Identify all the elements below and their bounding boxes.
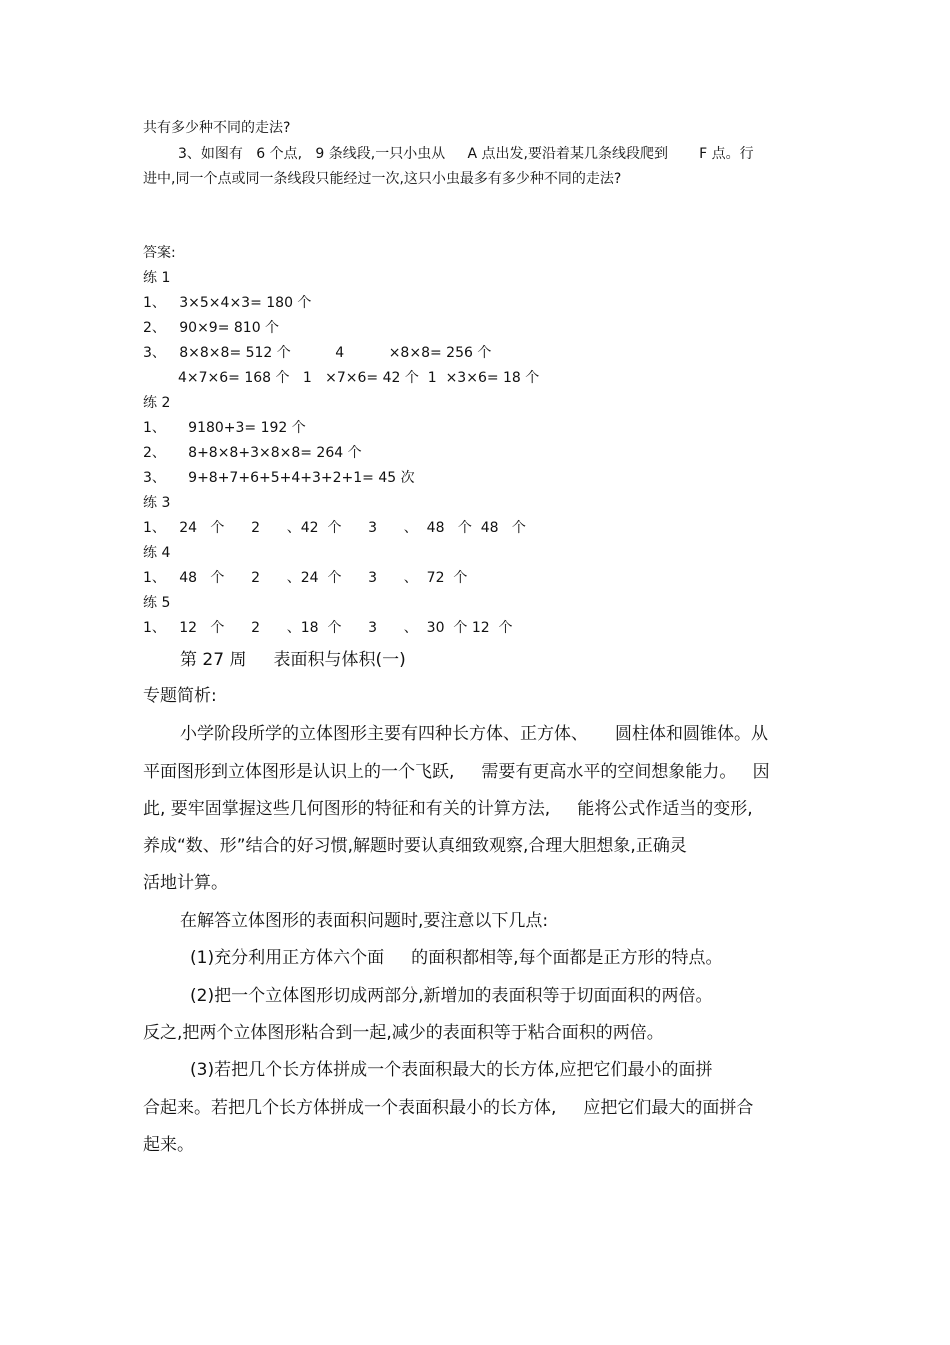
paragraph-line: 养成“数、形”结合的好习惯,解题时要认真细致观察,合理大胆想象,正确灵: [143, 836, 687, 856]
answer-line: 3、 8×8×8= 512 个 4 ×8×8= 256 个: [143, 345, 492, 361]
answer-line: 2、 8+8×8+3×8×8= 264 个: [143, 445, 362, 461]
section-label: 练 3: [143, 495, 171, 511]
section-label: 练 5: [143, 595, 171, 611]
paragraph-line: 在解答立体图形的表面积问题时,要注意以下几点:: [180, 911, 549, 931]
list-item: (2)把一个立体图形切成两部分,新增加的表面积等于切面面积的两倍。: [190, 986, 713, 1006]
text-line: 进中,同一个点或同一条线段只能经过一次,这只小虫最多有多少种不同的走法?: [143, 171, 622, 187]
answer-line: 1、 12 个 2 、18 个 3 、 30 个 12 个: [143, 620, 513, 636]
paragraph-line: 活地计算。: [143, 873, 228, 893]
answer-line: 1、 48 个 2 、24 个 3 、 72 个: [143, 570, 468, 586]
section-label: 练 2: [143, 395, 171, 411]
answer-line: 1、 9180+3= 192 个: [143, 420, 306, 436]
answer-line: 1、 24 个 2 、42 个 3 、 48 个 48 个: [143, 520, 526, 536]
paragraph-line: 起来。: [143, 1135, 194, 1155]
answer-line: 1、 3×5×4×3= 180 个: [143, 295, 312, 311]
answer-line: 3、 9+8+7+6+5+4+3+2+1= 45 次: [143, 470, 415, 486]
text-line: 共有多少种不同的走法?: [143, 120, 291, 136]
paragraph-line: 此, 要牢固掌握这些几何图形的特征和有关的计算方法, 能将公式作适当的变形,: [143, 799, 753, 819]
paragraph-line: 小学阶段所学的立体图形主要有四种长方体、正方体、 圆柱体和圆锥体。从: [180, 724, 769, 744]
answer-line: 4×7×6= 168 个 1 ×7×6= 42 个 1 ×3×6= 18 个: [178, 370, 540, 386]
section-label: 练 4: [143, 545, 171, 561]
paragraph-line: 平面图形到立体图形是认识上的一个飞跃, 需要有更高水平的空间想象能力。 因: [143, 762, 770, 782]
paragraph-line: 反之,把两个立体图形粘合到一起,减少的表面积等于粘合面积的两倍。: [143, 1023, 664, 1043]
paragraph-line: 合起来。若把几个长方体拼成一个表面积最小的长方体, 应把它们最大的面拼合: [143, 1098, 754, 1118]
answers-heading: 答案:: [143, 245, 176, 261]
week-heading: 第 27 周 表面积与体积(一): [180, 650, 406, 670]
answer-line: 2、 90×9= 810 个: [143, 320, 280, 336]
section-label: 练 1: [143, 270, 171, 286]
list-item: (3)若把几个长方体拼成一个表面积最大的长方体,应把它们最小的面拼: [190, 1060, 713, 1080]
subheading: 专题简析:: [143, 686, 217, 706]
text-line: 3、如图有 6 个点, 9 条线段,一只小虫从 A 点出发,要沿着某几条线段爬到 F 点。行: [178, 146, 754, 162]
list-item: (1)充分利用正方体六个面 的面积都相等,每个面都是正方形的特点。: [190, 948, 723, 968]
